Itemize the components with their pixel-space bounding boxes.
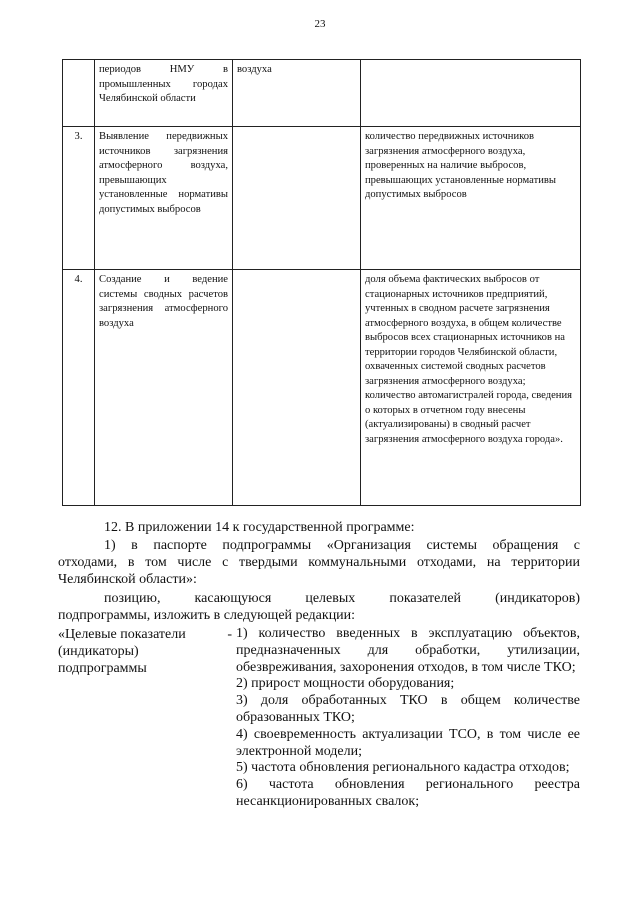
event-name: периодов НМУ в промышленных городах Челябинской области [95,60,233,127]
label-line-1: «Целевые показатели [58,627,186,642]
page-number: 23 [314,18,326,30]
row-number: 4. [63,270,95,506]
indicator-cell: доля объема фактических выбросов от стационарных источников предприятий, учтенных в сводном расчете загрязнения атмосферного воздуха, в общем количестве выбросов всех стационарных источников на территории городов Челябинской области, охваченных системой сводных расчетов загрязнения атмосферного воздуха; количество автомагистралей города, сведения о которых в отчетном году внесены (актуализированы) в сводный расчет загрязнения атмосферного воздуха города». [361,270,581,506]
table-row [63,270,581,506]
indicator-item: 5) частота обновления регионального кадастра отходов; [236,760,570,776]
source-cell [233,127,361,270]
indicator-item: 2) прирост мощности оборудования; [236,676,455,692]
table-row [63,127,581,270]
indicator-item: 4) своевременность актуализации ТСО, в том числе ее электронной модели; [236,726,580,759]
row-number: 3. [63,127,95,270]
paragraph-item-1-rest: отходами, в том числе с твердыми коммунальными отходами, на территории Челябинской области»: [58,555,580,587]
row-number [63,60,95,127]
event-name: Создание и ведение системы сводных расчетов загрязнения атмосферного воздуха [95,270,233,506]
paragraph-position [58,590,580,624]
source-cell: воздуха [233,60,361,127]
label-line-3: подпрограммы [58,661,147,676]
indicators-table [62,59,581,506]
indicator-item: 6) частота обновления регионального реестра несанкционированных свалок; [236,777,580,809]
event-name: Выявление передвижных источников загрязнения атмосферного воздуха, превышающих установленные нормативы допустимых выбросов [95,127,233,270]
target-indicators-label [58,626,234,677]
indicator-item: 1) количество введенных в эксплуатацию объектов, предназначенных для обработки, утилизации, обезвреживания, захоронения отходов, в том числе ТКО; [236,626,580,675]
label-dash: - [227,627,232,642]
indicator-cell: количество передвижных источников загрязнения атмосферного воздуха, проверенных на наличие выбросов, превышающих установленные нормативы допустимых выбросов [361,127,581,270]
paragraph-12: 12. В приложении 14 к государственной программе: [104,520,415,535]
label-line-2: (индикаторы) [58,644,139,659]
paragraph-position-rest: подпрограммы, изложить в следующей редакции: [58,608,356,623]
source-cell [233,270,361,506]
indicator-cell [361,60,581,127]
indicator-item: 3) доля обработанных ТКО в общем количестве образованных ТКО; [236,693,580,725]
paragraph-position-first-line: позицию, касающуюся целевых показателей (индикаторов) [104,591,580,606]
table-row [63,60,581,127]
paragraph-item-1-first-line: 1) в паспорте подпрограммы «Организация системы обращения с [104,538,580,553]
target-indicators-list [236,626,580,811]
paragraph-item-1 [58,537,580,588]
